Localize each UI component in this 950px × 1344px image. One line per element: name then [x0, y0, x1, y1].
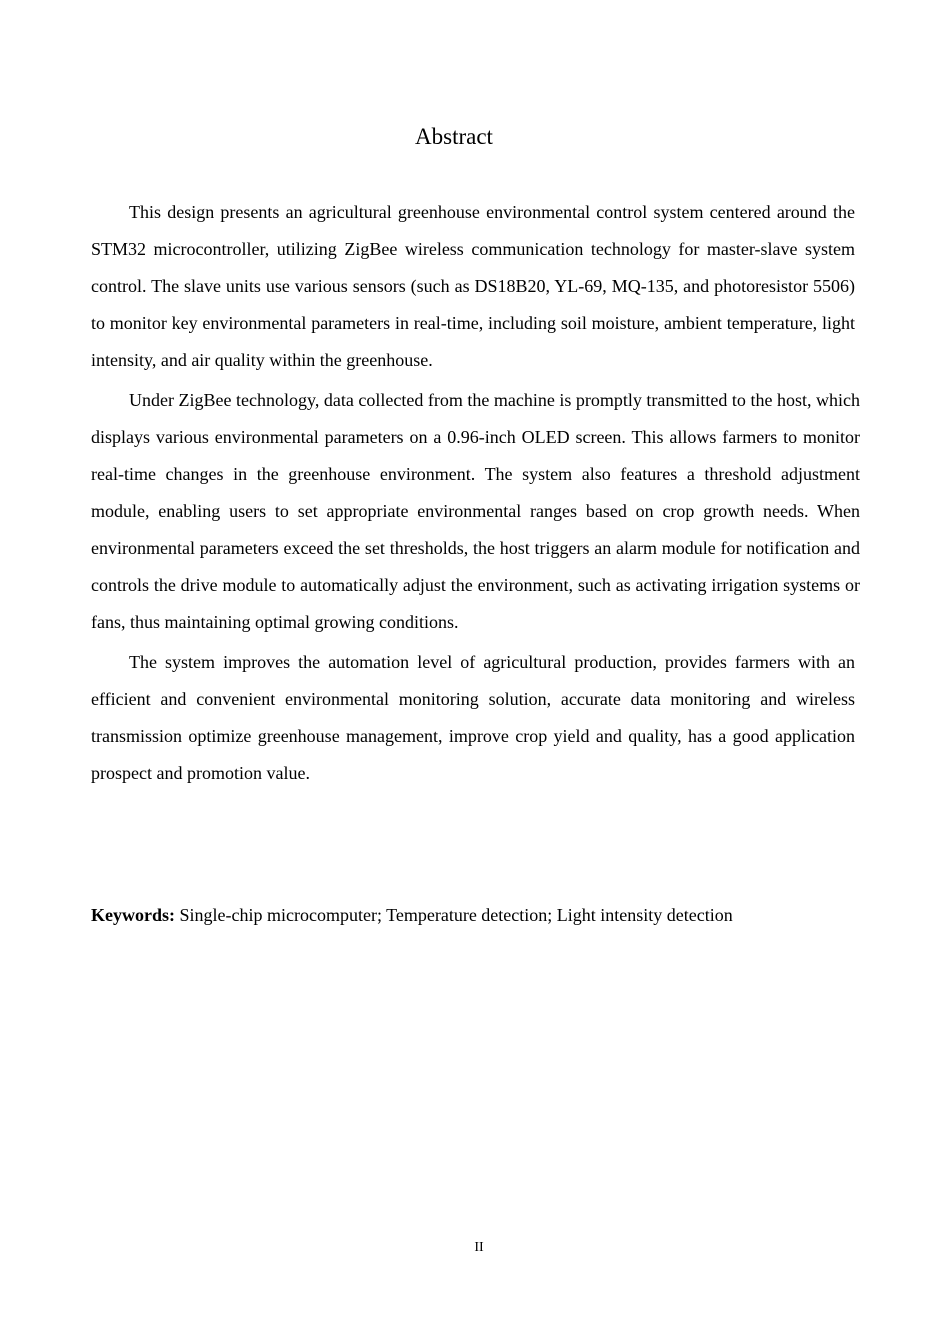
abstract-paragraph-3: The system improves the automation level of agricultural production, provides farmers with an efficient and convenient environmental monitoring solution, accurate data monitoring and wireless transmission optimize greenhouse management, improve crop yield and quality, has a good application prospect and promotion value.: [91, 652, 855, 783]
keywords-label: Keywords:: [91, 905, 175, 925]
abstract-paragraph-2: Under ZigBee technology, data collected from the machine is promptly transmitted to the host, which displays various environmental parameters on a 0.96-inch OLED screen. This allows farmers to monitor real-time changes in the greenhouse environment. The system also features a threshold adjustment module, enabling users to set appropriate environmental ranges based on crop growth needs. When environmental parameters exceed the set thresholds, the host triggers an alarm module for notification and controls the drive module to automatically adjust the environment, such as activating irrigation systems or fans, thus maintaining optimal growing conditions.: [91, 390, 860, 632]
abstract-body: [91, 194, 860, 795]
abstract-paragraph-1: This design presents an agricultural greenhouse environmental control system centered around the STM32 microcontroller, utilizing ZigBee wireless communication technology for master-slave system control. The slave units use various sensors (such as DS18B20, YL-69, MQ-135, and photoresistor 5506) to monitor key environmental parameters in real-time, including soil moisture, ambient temperature, light intensity, and air quality within the greenhouse.: [91, 202, 855, 370]
abstract-title: Abstract: [415, 124, 493, 149]
page-number: II: [474, 1240, 484, 1255]
keywords-text: Single-chip microcomputer; Temperature detection; Light intensity detection: [179, 905, 733, 925]
keywords-line: [91, 900, 881, 930]
